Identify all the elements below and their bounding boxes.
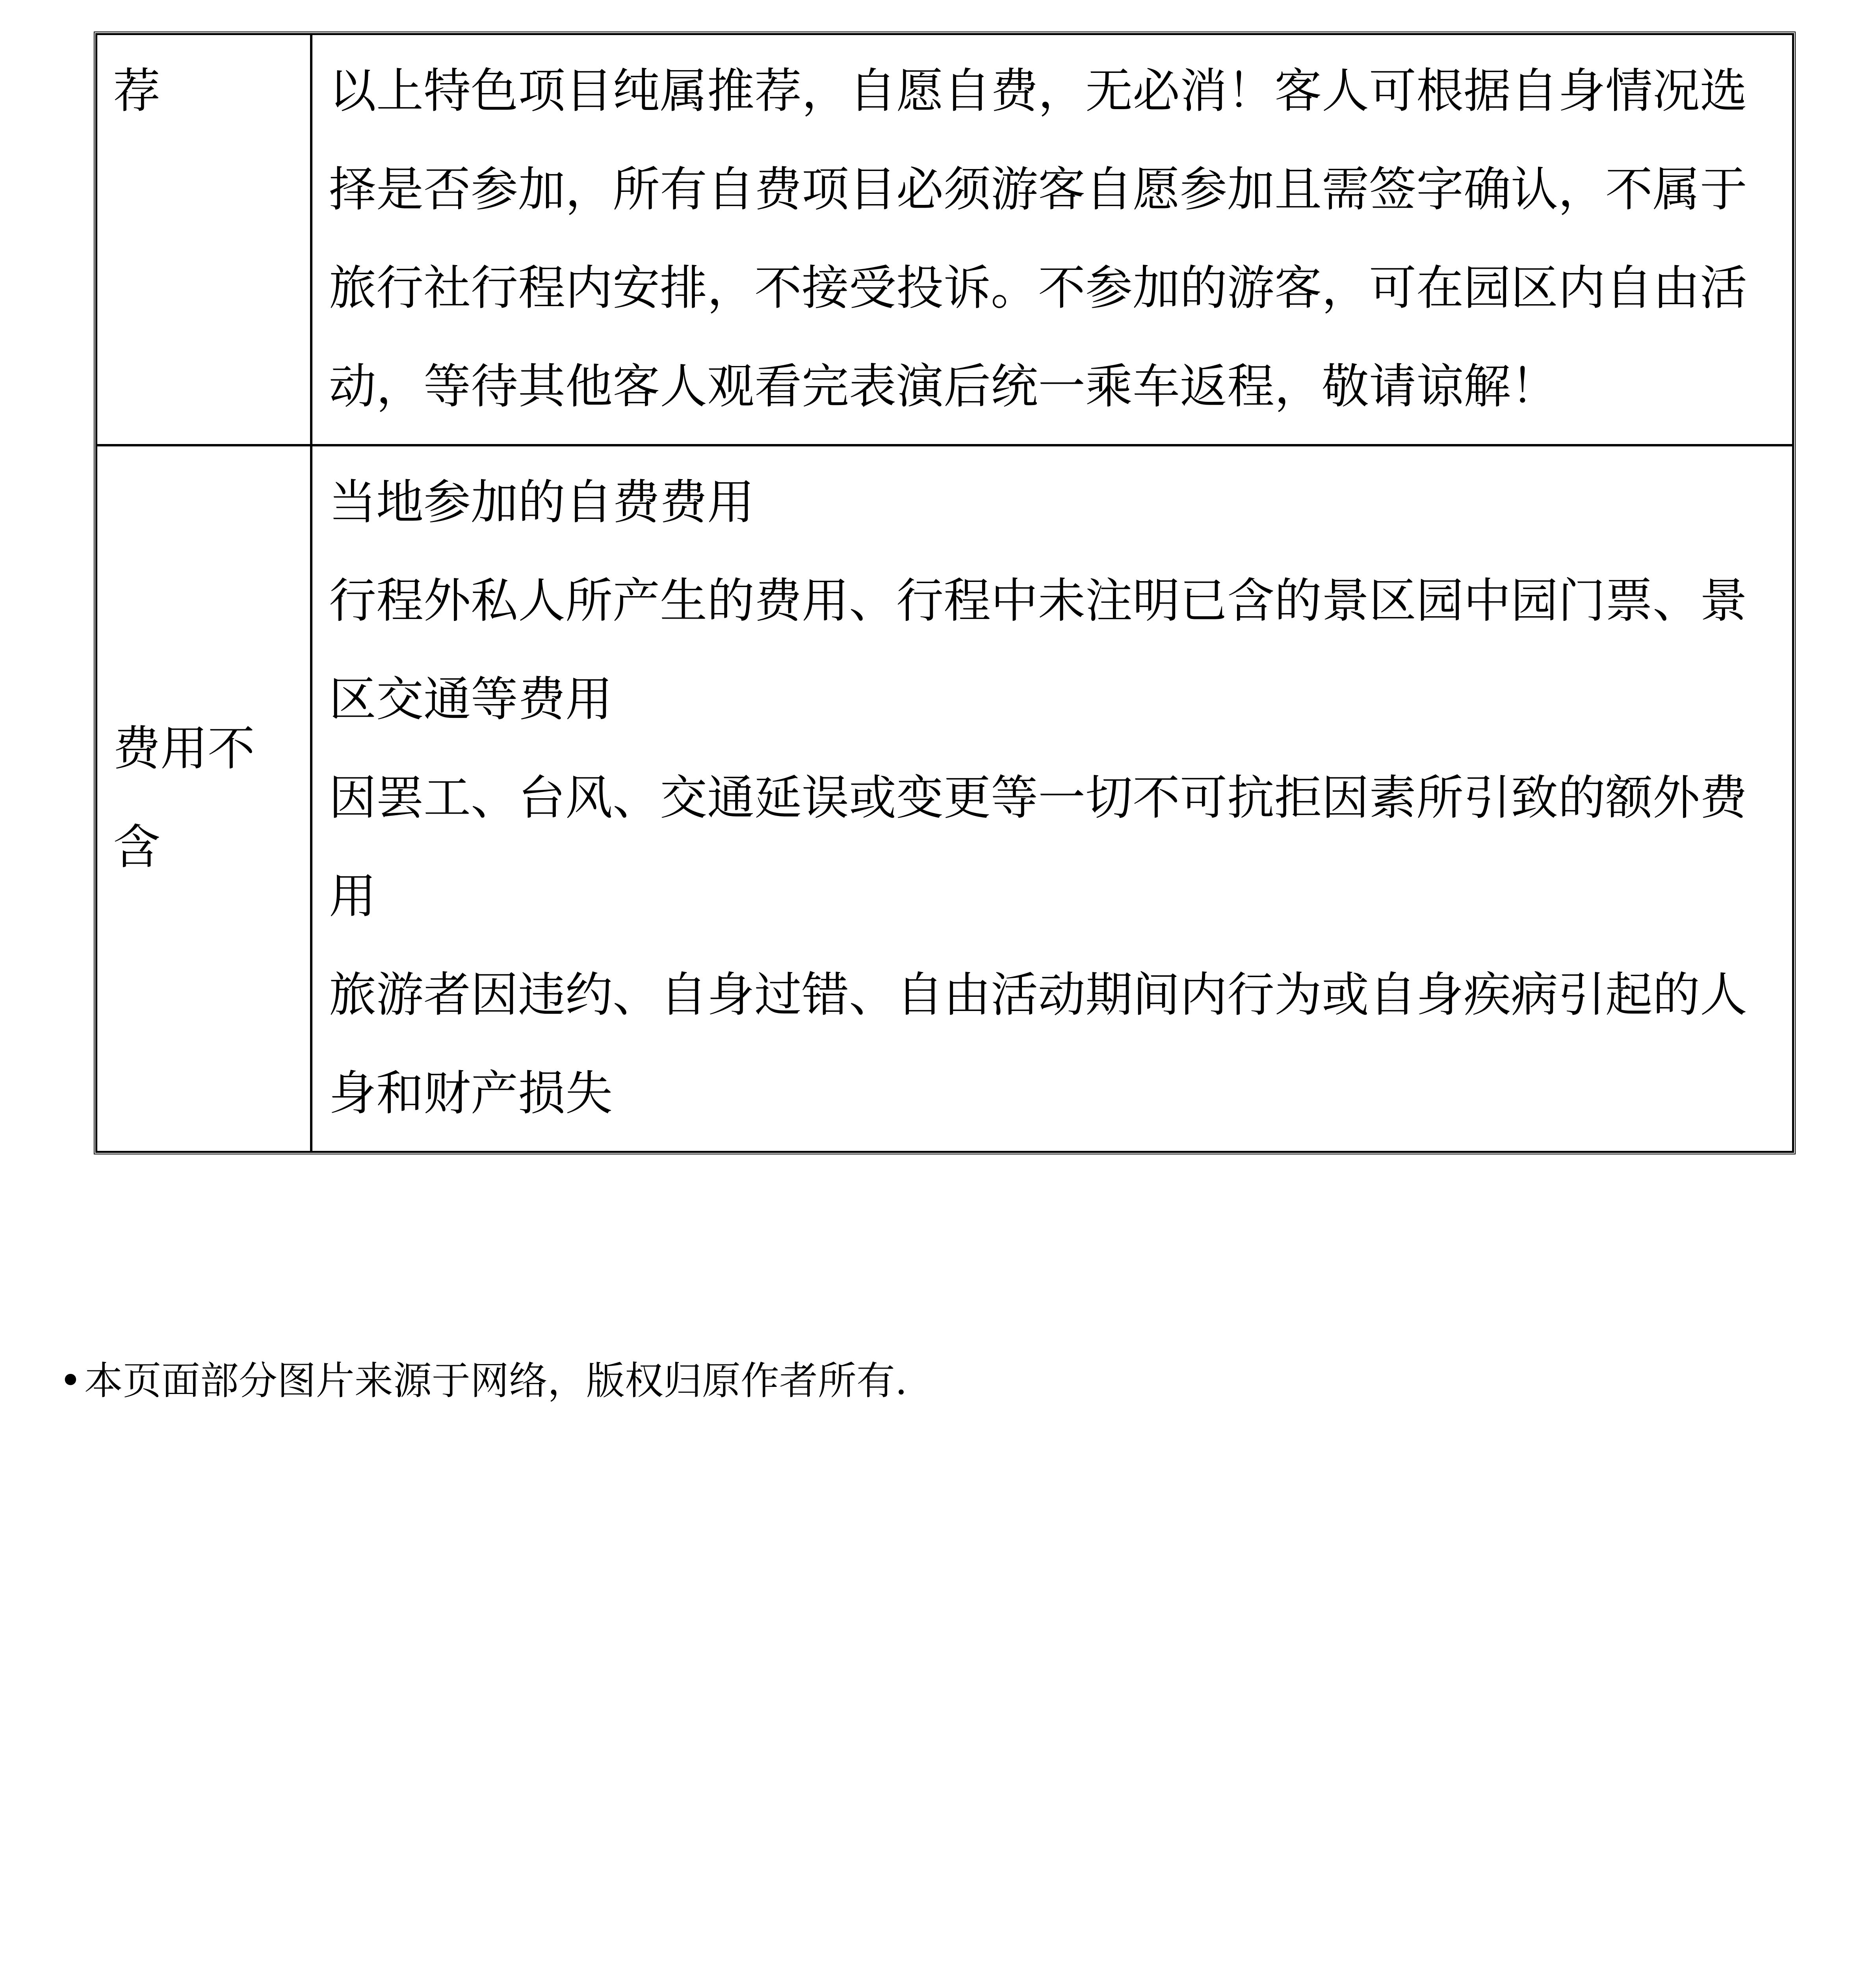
row-content-fees-excluded	[311, 445, 1793, 1152]
footnote-text: 本页面部分图片来源于网络，版权归原作者所有.	[84, 1359, 907, 1403]
row-content-recommend: 以上特色项目纯属推荐，自愿自费，无必消！客人可根据自身情况选择是否参加，所有自费项目必须游客自愿参加且需签字确认，不属于旅行社行程内安排，不接受投诉。不参加的游客，可在园区内自由活动，等待其他客人观看完表演后统一乘车返程，敬请谅解！	[311, 34, 1793, 445]
fee-item: 当地参加的自费费用	[329, 475, 754, 530]
footnote	[59, 1355, 907, 1407]
table-row-recommend	[96, 34, 1793, 445]
table-row-fees-excluded	[96, 445, 1793, 1152]
fee-item: 旅游者因违约、自身过错、自由活动期间内行为或自身疾病引起的人身和财产损失	[329, 968, 1747, 1121]
bullet-icon: •	[59, 1359, 82, 1403]
fee-item: 行程外私人所产生的费用、行程中未注明已含的景区园中园门票、景区交通等费用	[329, 574, 1747, 727]
row-label-fees-excluded: 费用不含	[96, 445, 311, 1152]
info-table	[94, 32, 1796, 1154]
fee-item: 因罢工、台风、交通延误或变更等一切不可抗拒因素所引致的额外费用	[329, 771, 1747, 924]
row-label-recommend: 荐	[96, 34, 311, 445]
